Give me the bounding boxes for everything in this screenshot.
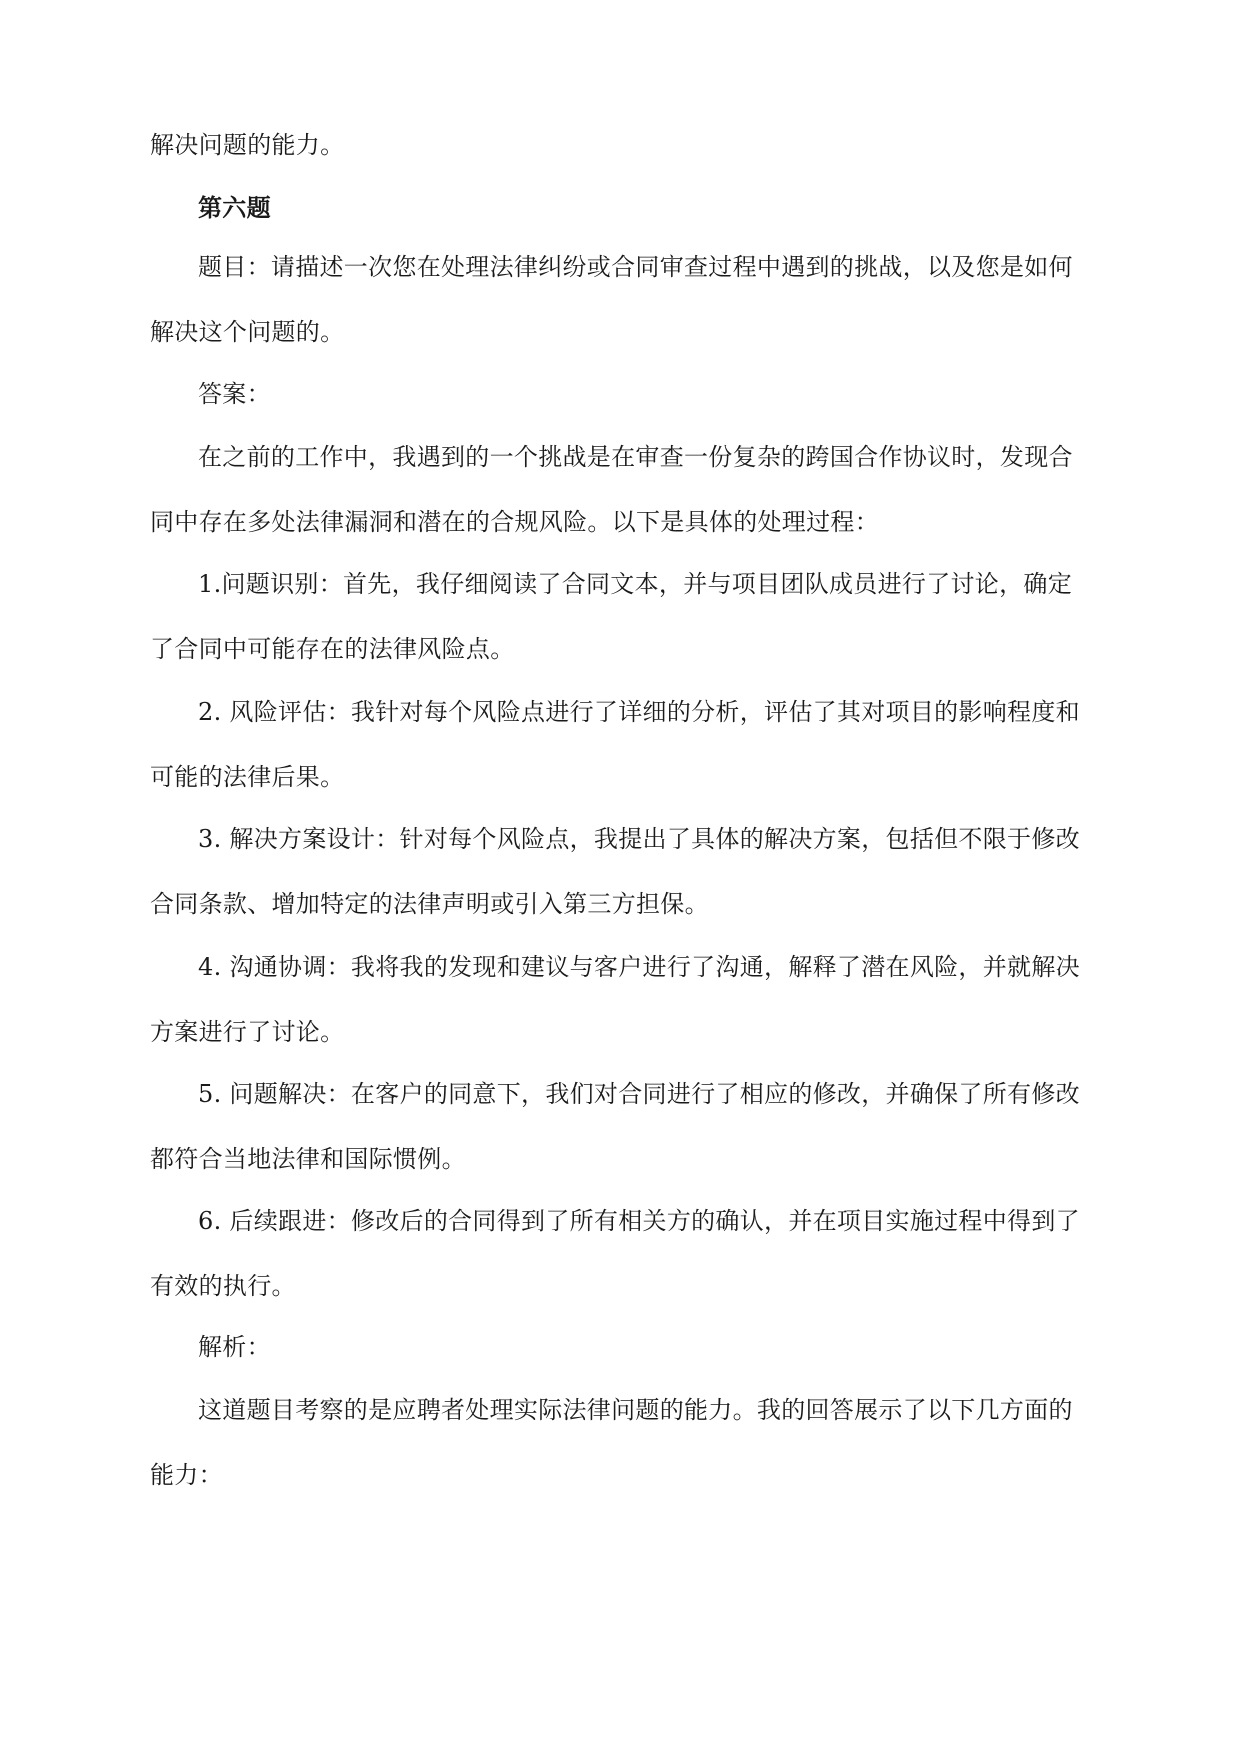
step-4-paragraph: 4. 沟通协调：我将我的发现和建议与客户进行了沟通，解释了潜在风险，并就解决方案进行了讨论。 (150, 953, 1080, 1046)
step-2-paragraph: 2. 风险评估：我针对每个风险点进行了详细的分析，评估了其对项目的影响程度和可能的法律后果。 (150, 698, 1080, 791)
answer-intro-paragraph: 在之前的工作中，我遇到的一个挑战是在审查一份复杂的跨国合作协议时，发现合同中存在多处法律漏洞和潜在的合规风险。以下是具体的处理过程： (150, 443, 1073, 536)
analysis-paragraph: 这道题目考察的是应聘者处理实际法律问题的能力。我的回答展示了以下几方面的能力： (150, 1396, 1073, 1489)
continuation-paragraph: 解决问题的能力。 (150, 131, 345, 159)
step-6-paragraph: 6. 后续跟进：修改后的合同得到了所有相关方的确认，并在项目实施过程中得到了有效的执行。 (150, 1207, 1080, 1300)
step-1-paragraph: 1.问题识别：首先，我仔细阅读了合同文本，并与项目团队成员进行了讨论，确定了合同中可能存在的法律风险点。 (150, 570, 1072, 663)
answer-label: 答案： (198, 380, 271, 408)
step-3-paragraph: 3. 解决方案设计：针对每个风险点，我提出了具体的解决方案，包括但不限于修改合同条款、增加特定的法律声明或引入第三方担保。 (150, 825, 1080, 918)
analysis-label: 解析： (198, 1333, 271, 1361)
section-heading: 第六题 (198, 193, 271, 222)
step-5-paragraph: 5. 问题解决：在客户的同意下，我们对合同进行了相应的修改，并确保了所有修改都符合当地法律和国际惯例。 (150, 1080, 1080, 1173)
question-paragraph: 题目：请描述一次您在处理法律纠纷或合同审查过程中遇到的挑战，以及您是如何解决这个问题的。 (150, 253, 1073, 346)
